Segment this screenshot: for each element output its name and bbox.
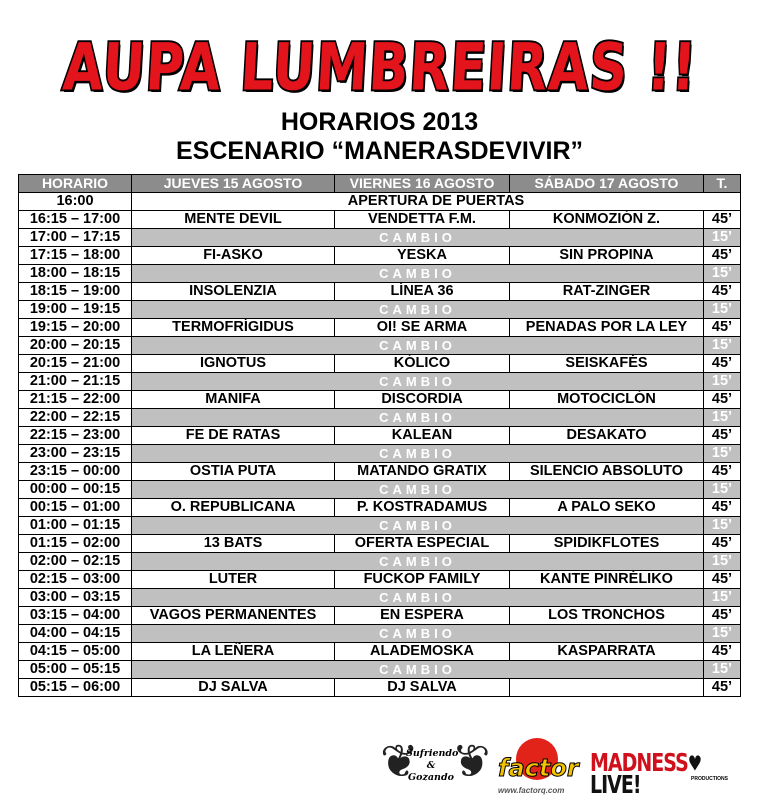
cambio-label: CAMBIO [132, 589, 704, 607]
band-jueves: LUTER [132, 571, 335, 589]
row-time: 20:15 – 21:00 [19, 355, 132, 373]
row-duration: 15’ [704, 625, 741, 643]
row-duration: 15’ [704, 229, 741, 247]
band-viernes: OFERTA ESPECIAL [335, 535, 510, 553]
row-duration: 45’ [704, 607, 741, 625]
row-time: 23:15 – 00:00 [19, 463, 132, 481]
row-time: 22:15 – 23:00 [19, 427, 132, 445]
cambio-row [19, 301, 741, 319]
schedule-row [19, 535, 741, 553]
cambio-label: CAMBIO [132, 337, 704, 355]
row-time: 04:00 – 04:15 [19, 625, 132, 643]
band-viernes: YESKA [335, 247, 510, 265]
stage-title: ESCENARIO “MANERASDEVIVIR” [176, 137, 583, 165]
band-sabado: PENADAS POR LA LEY [510, 319, 704, 337]
row-duration: 45’ [704, 211, 741, 229]
row-time: 01:00 – 01:15 [19, 517, 132, 535]
opening-row [19, 193, 741, 211]
band-sabado: A PALO SEKO [510, 499, 704, 517]
heart-icon: ♥ [687, 751, 702, 776]
row-duration: 15’ [704, 301, 741, 319]
row-duration: 45’ [704, 283, 741, 301]
schedule-row [19, 571, 741, 589]
productions-label: PRODUCTIONS [691, 776, 728, 782]
tribal-right-icon: ❦ [452, 735, 491, 787]
cambio-row [19, 589, 741, 607]
header-viernes: VIERNES 16 AGOSTO [335, 175, 510, 193]
band-sabado: LOS TRONCHOS [510, 607, 704, 625]
logo1-line2: & [426, 760, 436, 771]
band-jueves: O. REPUBLICANA [132, 499, 335, 517]
header-jueves: JUEVES 15 AGOSTO [132, 175, 335, 193]
schedule-row [19, 247, 741, 265]
header-row [19, 175, 741, 193]
cambio-label: CAMBIO [132, 553, 704, 571]
row-duration: 45’ [704, 391, 741, 409]
row-time: 19:00 – 19:15 [19, 301, 132, 319]
logo1-line1: Sufriendo [406, 748, 459, 759]
band-sabado: RAT-ZINGER [510, 283, 704, 301]
row-time: 04:15 – 05:00 [19, 643, 132, 661]
schedule-row [19, 427, 741, 445]
band-jueves: DJ SALVA [132, 679, 335, 697]
cambio-label: CAMBIO [132, 517, 704, 535]
band-jueves: MANIFA [132, 391, 335, 409]
schedule-row [19, 643, 741, 661]
band-viernes: DJ SALVA [335, 679, 510, 697]
row-duration: 15’ [704, 265, 741, 283]
row-duration: 15’ [704, 553, 741, 571]
schedule-row [19, 211, 741, 229]
factor-name: factor [498, 754, 579, 782]
opening-time: 16:00 [19, 193, 132, 211]
cambio-row [19, 481, 741, 499]
factor-logo [494, 744, 580, 802]
band-jueves: OSTIA PUTA [132, 463, 335, 481]
band-jueves: 13 BATS [132, 535, 335, 553]
band-viernes: FUCKOP FAMILY [335, 571, 510, 589]
band-viernes: LÍNEA 36 [335, 283, 510, 301]
band-sabado [510, 679, 704, 697]
live-name: LIVE! [590, 770, 641, 800]
schedule-row [19, 283, 741, 301]
row-time: 18:15 – 19:00 [19, 283, 132, 301]
tribal-left-icon: ❦ [380, 735, 419, 787]
row-duration: 45’ [704, 463, 741, 481]
band-jueves: LA LEÑERA [132, 643, 335, 661]
cambio-row [19, 373, 741, 391]
row-duration: 45’ [704, 355, 741, 373]
band-viernes: EN ESPERA [335, 607, 510, 625]
band-sabado: SPIDIKFLOTES [510, 535, 704, 553]
cambio-row [19, 337, 741, 355]
band-viernes: OI! SE ARMA [335, 319, 510, 337]
opening-label: APERTURA DE PUERTAS [132, 193, 741, 211]
band-viernes: KÓLICO [335, 355, 510, 373]
band-jueves: VAGOS PERMANENTES [132, 607, 335, 625]
row-time: 21:00 – 21:15 [19, 373, 132, 391]
cambio-row [19, 409, 741, 427]
cambio-row [19, 445, 741, 463]
header-horario: HORARIO [19, 175, 132, 193]
sufriendo-gozando-logo [380, 735, 491, 794]
row-time: 17:15 – 18:00 [19, 247, 132, 265]
row-duration: 15’ [704, 409, 741, 427]
cambio-row [19, 661, 741, 679]
row-duration: 45’ [704, 571, 741, 589]
row-duration: 15’ [704, 517, 741, 535]
event-banner [0, 28, 759, 108]
schedule-row [19, 463, 741, 481]
row-duration: 15’ [704, 373, 741, 391]
row-duration: 45’ [704, 427, 741, 445]
cambio-row [19, 625, 741, 643]
band-viernes: P. KOSTRADAMUS [335, 499, 510, 517]
cambio-label: CAMBIO [132, 373, 704, 391]
row-time: 16:15 – 17:00 [19, 211, 132, 229]
band-jueves: TERMOFRÍGIDUS [132, 319, 335, 337]
band-viernes: VENDETTA F.M. [335, 211, 510, 229]
row-duration: 45’ [704, 319, 741, 337]
band-sabado: SIN PROPINA [510, 247, 704, 265]
row-duration: 45’ [704, 535, 741, 553]
row-time: 20:00 – 20:15 [19, 337, 132, 355]
band-sabado: SILENCIO ABSOLUTO [510, 463, 704, 481]
cambio-row [19, 229, 741, 247]
schedule-row [19, 319, 741, 337]
factor-url: www.factorq.com [498, 786, 565, 795]
cambio-label: CAMBIO [132, 229, 704, 247]
madness-live-logo [590, 748, 740, 802]
band-sabado: SEISKAFÉS [510, 355, 704, 373]
cambio-label: CAMBIO [132, 481, 704, 499]
row-duration: 45’ [704, 679, 741, 697]
cambio-label: CAMBIO [132, 301, 704, 319]
band-sabado: MOTOCICLÓN [510, 391, 704, 409]
row-duration: 15’ [704, 481, 741, 499]
row-time: 22:00 – 22:15 [19, 409, 132, 427]
band-sabado: KANTE PINRÉLIKO [510, 571, 704, 589]
row-duration: 15’ [704, 661, 741, 679]
band-jueves: FI-ASKO [132, 247, 335, 265]
page-title: HORARIOS 2013 [280, 108, 479, 136]
row-time: 01:15 – 02:00 [19, 535, 132, 553]
schedule-row [19, 607, 741, 625]
row-time: 23:00 – 23:15 [19, 445, 132, 463]
logo1-line3: Gozando [408, 772, 454, 783]
cambio-row [19, 265, 741, 283]
cambio-label: CAMBIO [132, 445, 704, 463]
band-viernes: MATANDO GRATIX [335, 463, 510, 481]
schedule-row [19, 499, 741, 517]
row-duration: 15’ [704, 445, 741, 463]
cambio-label: CAMBIO [132, 625, 704, 643]
row-time: 03:00 – 03:15 [19, 589, 132, 607]
band-sabado: KASPARRATA [510, 643, 704, 661]
row-time: 00:00 – 00:15 [19, 481, 132, 499]
row-time: 17:00 – 17:15 [19, 229, 132, 247]
row-time: 05:15 – 06:00 [19, 679, 132, 697]
banner-title: AUPA LUMBREIRAS !! [60, 30, 699, 106]
schedule-row [19, 679, 741, 697]
schedule-table [18, 174, 741, 697]
row-duration: 45’ [704, 643, 741, 661]
row-duration: 45’ [704, 499, 741, 517]
band-viernes: ALADEMOSKA [335, 643, 510, 661]
row-time: 05:00 – 05:15 [19, 661, 132, 679]
row-duration: 45’ [704, 247, 741, 265]
band-jueves: INSOLENZIA [132, 283, 335, 301]
schedule-row [19, 391, 741, 409]
cambio-label: CAMBIO [132, 265, 704, 283]
row-duration: 15’ [704, 337, 741, 355]
header-t: T. [704, 175, 741, 193]
row-time: 03:15 – 04:00 [19, 607, 132, 625]
row-time: 19:15 – 20:00 [19, 319, 132, 337]
madness-name: MADNESS [590, 748, 688, 778]
header-sabado: SÁBADO 17 AGOSTO [510, 175, 704, 193]
band-viernes: DISCORDIA [335, 391, 510, 409]
band-viernes: KALEAN [335, 427, 510, 445]
row-time: 00:15 – 01:00 [19, 499, 132, 517]
row-duration: 15’ [704, 589, 741, 607]
band-jueves: IGNOTUS [132, 355, 335, 373]
cambio-label: CAMBIO [132, 661, 704, 679]
band-jueves: MENTE DEVIL [132, 211, 335, 229]
row-time: 18:00 – 18:15 [19, 265, 132, 283]
cambio-label: CAMBIO [132, 409, 704, 427]
schedule-row [19, 355, 741, 373]
band-jueves: FE DE RATAS [132, 427, 335, 445]
cambio-row [19, 553, 741, 571]
band-sabado: DESAKATO [510, 427, 704, 445]
sponsor-logos [0, 734, 759, 804]
cambio-row [19, 517, 741, 535]
band-sabado: KONMOZIÓN Z. [510, 211, 704, 229]
row-time: 02:15 – 03:00 [19, 571, 132, 589]
row-time: 02:00 – 02:15 [19, 553, 132, 571]
row-time: 21:15 – 22:00 [19, 391, 132, 409]
